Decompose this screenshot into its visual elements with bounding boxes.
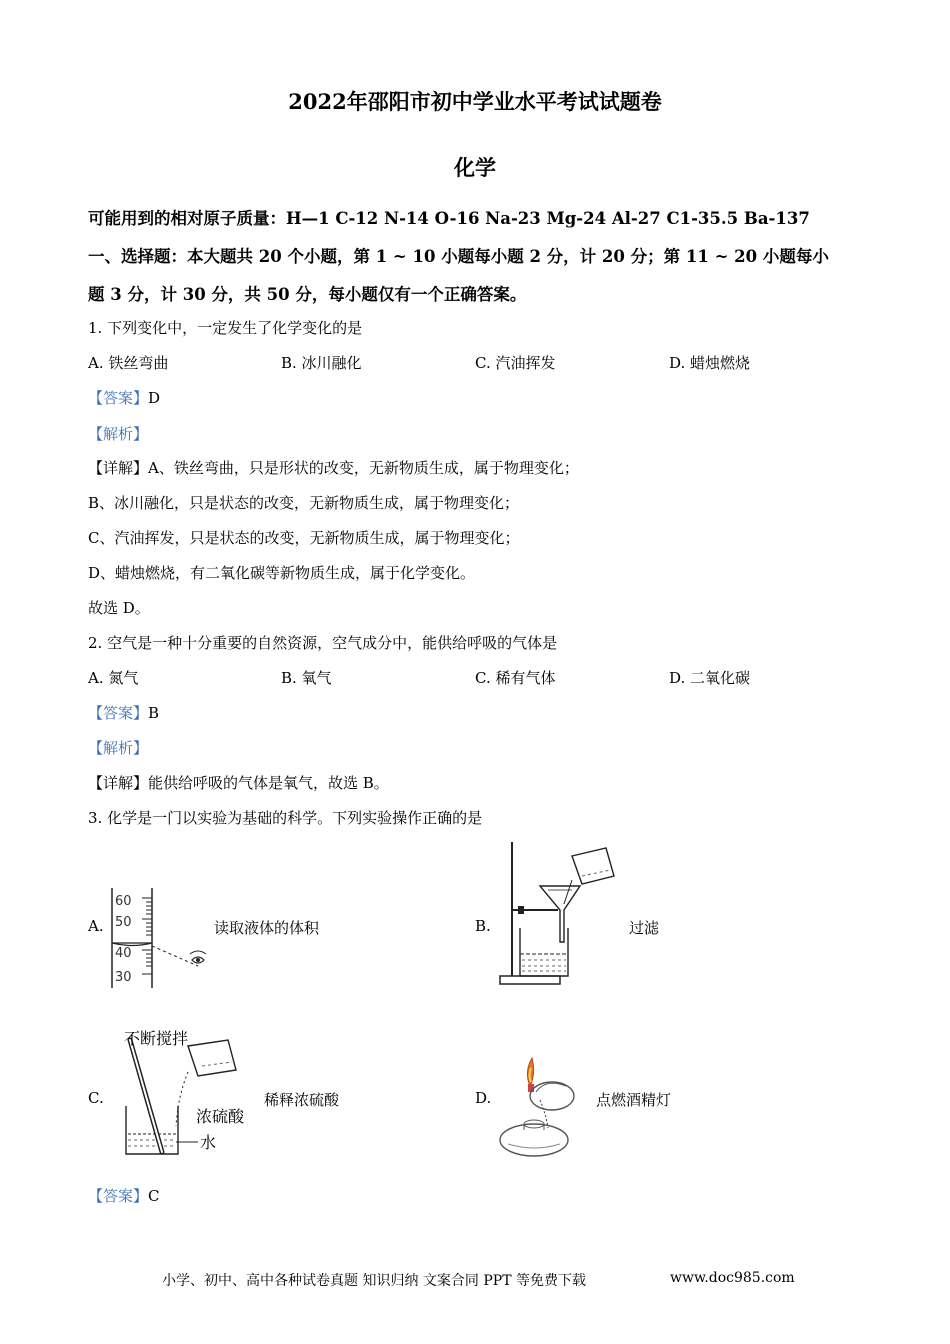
graduated-cylinder-figure [106, 888, 216, 990]
q2-detail [88, 772, 389, 793]
detail-tag: 【详解】 [88, 459, 149, 477]
q1-conclusion: 故选 D。 [88, 599, 150, 617]
section-heading-line2: 题 3 分，计 30 分，共 50 分，每小题仅有一个正确答案。 [88, 285, 527, 304]
q3-option-a-caption: 读取液体的体积 [214, 919, 320, 937]
q2-option-a: A. 氮气 [88, 669, 139, 687]
q3-option-a-letter: A. [88, 917, 104, 935]
q3-option-b-caption: 过滤 [629, 919, 660, 937]
subject-title: 化学 [454, 155, 496, 180]
q1-option-b: B. 冰川融化 [281, 354, 362, 372]
q1-detail-line1 [88, 457, 579, 478]
tick-50: 50 [115, 915, 132, 930]
answer-tag: 【答案】 [88, 1187, 149, 1205]
q2-answer-value: B [148, 704, 160, 722]
q3-answer [88, 1185, 160, 1206]
q2-option-c: C. 稀有气体 [475, 669, 556, 687]
filtration-apparatus-figure [498, 840, 623, 988]
tick-40: 40 [115, 946, 132, 961]
q2-option-d: D. 二氧化碳 [669, 669, 751, 687]
q2-stem: 2. 空气是一种十分重要的自然资源，空气成分中，能供给呼吸的气体是 [88, 634, 558, 652]
q1-option-d: D. 蜡烛燃烧 [669, 354, 751, 372]
page-title: 2022年邵阳市初中学业水平考试试题卷 [288, 89, 662, 114]
q1-detail-line2: B、冰川融化，只是状态的改变，无新物质生成，属于物理变化； [88, 494, 520, 512]
q1-answer [88, 387, 160, 408]
footer-url[interactable]: www.doc985.com [670, 1270, 795, 1286]
q3-stem: 3. 化学是一门以实验为基础的科学。下列实验操作正确的是 [88, 809, 483, 827]
answer-tag: 【答案】 [88, 704, 149, 722]
q1-answer-value: D [148, 389, 161, 407]
q1-analysis-tag: 【解析】 [88, 425, 149, 443]
tick-30: 30 [115, 970, 132, 985]
q3-answer-value: C [148, 1187, 160, 1205]
q1-option-a: A. 铁丝弯曲 [88, 354, 169, 372]
q2-answer [88, 702, 159, 723]
alcohol-lamp-figure [494, 1052, 594, 1162]
q1-option-c: C. 汽油挥发 [475, 354, 556, 372]
q1-detail-line4: D、蜡烛燃烧，有二氧化碳等新物质生成，属于化学变化。 [88, 564, 476, 582]
label-stir: 不断搅拌 [124, 1029, 189, 1048]
footer-text: 小学、初中、高中各种试卷真题 知识归纳 文案合同 PPT 等免费下载 [162, 1273, 586, 1289]
q2-analysis-tag: 【解析】 [88, 739, 149, 757]
q1-detail-text: A、铁丝弯曲，只是形状的改变，无新物质生成，属于物理变化； [148, 459, 579, 477]
section-heading-line1: 一、选择题：本大题共 20 个小题，第 1 ~ 10 小题每小题 2 分，计 20 分；第 11 ~ 20 小题每小 [88, 247, 829, 266]
q3-option-d-caption: 点燃酒精灯 [596, 1091, 672, 1109]
label-water: 水 [200, 1133, 217, 1152]
label-acid: 浓硫酸 [196, 1107, 245, 1126]
dilution-figure [116, 1026, 256, 1162]
q2-detail-text: 能供给呼吸的气体是氧气，故选 B。 [148, 774, 389, 792]
q3-option-b-letter: B. [475, 917, 491, 935]
detail-tag: 【详解】 [88, 774, 149, 792]
q1-stem: 1. 下列变化中，一定发生了化学变化的是 [88, 319, 363, 337]
answer-tag: 【答案】 [88, 389, 149, 407]
q3-option-c-letter: C. [88, 1089, 104, 1107]
q3-option-c-caption: 稀释浓硫酸 [264, 1091, 340, 1109]
q1-detail-line3: C、汽油挥发，只是状态的改变，无新物质生成，属于物理变化； [88, 529, 520, 547]
tick-60: 60 [115, 894, 132, 909]
q2-option-b: B. 氧气 [281, 669, 332, 687]
q3-option-d-letter: D. [475, 1089, 492, 1107]
atomic-mass-line: 可能用到的相对原子质量：H—1 C-12 N-14 O-16 Na-23 Mg-24 Al-27 C1-35.5 Ba-137 [88, 209, 810, 228]
